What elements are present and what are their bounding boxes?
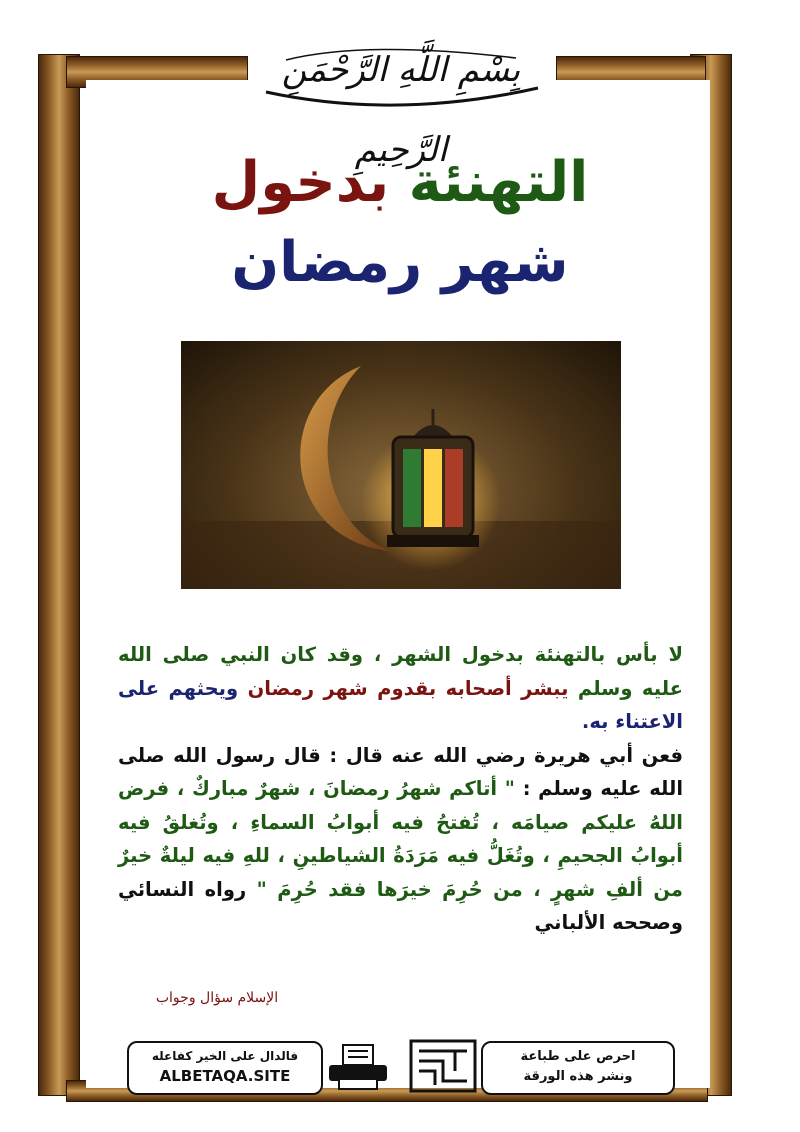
source-credit: الإسلام سؤال وجواب <box>155 990 279 1006</box>
footer-bar <box>127 1041 675 1093</box>
paragraph-1-part-a: لا بأس بالتهنئة بدخول الشهر ، وقد كان النبي صلى الله عليه وسلم <box>118 643 684 700</box>
printer-icon <box>327 1043 389 1091</box>
daawa-logo <box>407 1037 479 1095</box>
paragraph-2-part-a: فعن أبي هريرة رضي الله عنه قال : قال رسول الله صلى الله عليه وسلم : <box>118 743 683 800</box>
basmala-text: بِسْمِ اللَّهِ الرَّحْمَنِ الرَّحِيمِ <box>281 50 521 170</box>
crescent-lantern-photo <box>181 341 621 589</box>
footer-motto: فالدال على الخير كفاعله <box>151 1049 299 1063</box>
footer-print-line-2: ونشر هذه الورقة <box>523 1069 633 1084</box>
basmala-calligraphy <box>246 30 556 170</box>
paragraph-1-part-b: يبشر أصحابه بقدوم شهر رمضان <box>247 676 569 700</box>
paragraph-1-part-c: ويحثهم على الاعتناء به. <box>118 676 683 733</box>
footer-print-line-1: احرص على طباعة <box>520 1049 636 1064</box>
article-body <box>118 638 683 940</box>
frame-left-post <box>38 54 80 1096</box>
title-line-1 <box>160 148 640 218</box>
hadith-text: " أتاكم شهرُ رمضانَ ، شهرٌ مباركٌ ، فرض اللهُ عليكم صيامَه ، تُفتحُ فيه أبوابُ السماءِ ، وتُغلقُ فيه أبوابُ الجحيمِ ، وتُغَلُّ فيه مَرَدَةُ الشياطينِ ، للهِ فيه ليلةٌ خيرٌ من ألفِ شهرٍ ، من حُرِمَ خيرَها فقد حُرِمَ " <box>118 777 684 901</box>
title-word-congratulations: التهنئة <box>408 150 589 215</box>
lantern-icon <box>387 409 479 547</box>
title-line-2: شهر رمضان <box>231 230 569 295</box>
crescent-lantern-illustration <box>181 341 621 589</box>
footer-site-url[interactable]: ALBETAQA.SITE <box>159 1067 291 1085</box>
footer-print-box <box>481 1041 675 1095</box>
footer-site-box <box>127 1041 323 1095</box>
hadith-reference: رواه النسائي وصححه الألباني <box>118 877 683 934</box>
title-word-entering: بدخول <box>211 150 390 215</box>
